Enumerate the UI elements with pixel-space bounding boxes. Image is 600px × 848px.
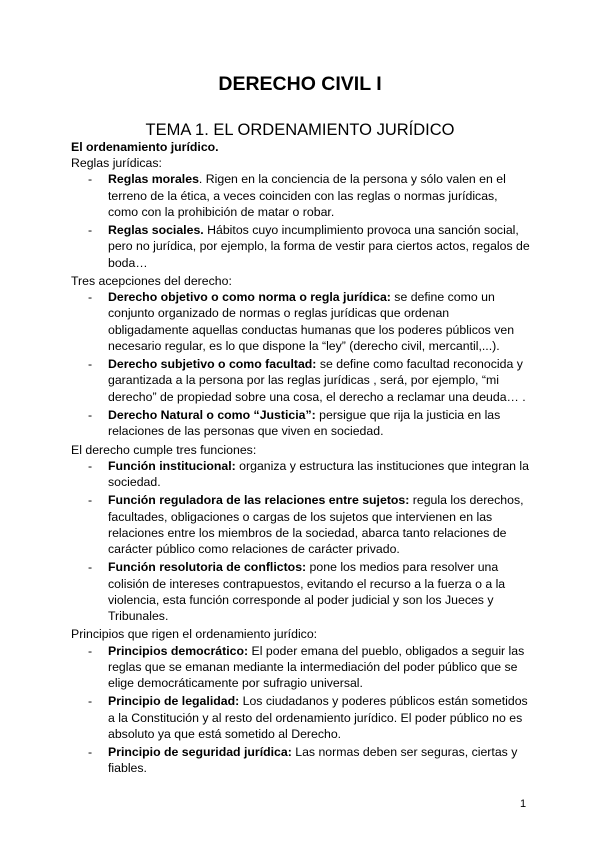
document-subtitle: TEMA 1. EL ORDENAMIENTO JURÍDICO: [145, 121, 455, 139]
document-body: [71, 139, 531, 779]
list-item: [71, 559, 531, 624]
list-item: [71, 407, 531, 439]
item-term: Principios democrático:: [108, 643, 249, 658]
list-item: [71, 643, 531, 692]
page-number: 1: [520, 798, 527, 810]
item-term: Función resolutoria de conflictos:: [108, 560, 307, 575]
dash-bullet-icon: -: [88, 172, 93, 187]
list-item: [71, 492, 531, 557]
item-text: pone los medios para resolver una colisión de intereses contrapuestos, evitando el recurso a la fuerza o a la violencia, esta función corresponde al poder judicial y son los Jueces y Tribunales.: [108, 560, 506, 623]
bullet-list: [71, 171, 531, 270]
section-heading: El ordenamiento jurídico.: [71, 140, 219, 154]
item-term: Función reguladora de las relaciones entre sujetos:: [108, 493, 410, 508]
list-item: [71, 458, 531, 490]
dash-bullet-icon: -: [88, 458, 93, 473]
item-text: . Rigen en la conciencia de la persona y sólo valen en el terreno de la ética, a veces coinciden con las reglas o normas jurídicas, como con la prohibición de matar o robar.: [108, 172, 506, 219]
dash-bullet-icon: -: [88, 643, 93, 658]
list-item: [71, 222, 531, 271]
list-item: [71, 171, 531, 220]
group-intro: Principios que rigen el ordenamiento jurídico:: [71, 627, 318, 642]
item-text: El poder emana del pueblo, obligados a seguir las reglas que se emanan mediante la intermediación del poder público que se elige democráticamente por sufragio universal.: [108, 643, 525, 690]
section-groups: [71, 155, 531, 776]
item-text: regula los derechos, facultades, obligaciones o cargas de los sujetos que intervienen en las relaciones entre los miembros de la sociedad, abarca tanto relaciones de carácter público como relaciones de carácter privado.: [108, 493, 524, 556]
list-item: [71, 744, 531, 776]
dash-bullet-icon: -: [88, 493, 93, 508]
dash-bullet-icon: -: [88, 560, 93, 575]
document-title: DERECHO CIVIL I: [218, 73, 382, 95]
item-term: Reglas sociales.: [108, 223, 204, 238]
dash-bullet-icon: -: [88, 694, 93, 709]
dash-bullet-icon: -: [88, 745, 93, 760]
dash-bullet-icon: -: [88, 223, 93, 238]
item-term: Derecho Natural o como “Justicia”:: [108, 408, 316, 422]
item-text: persigue que rija la justicia en las relaciones de las personas que viven en sociedad.: [108, 408, 501, 439]
item-text: organiza y estructura las instituciones que integran la sociedad.: [108, 458, 529, 489]
group-intro: Tres acepciones del derecho:: [71, 274, 232, 288]
bullet-list: [71, 289, 531, 439]
item-term: Función institucional:: [108, 458, 236, 473]
item-text: Las normas deben ser seguras, ciertas y fiables.: [108, 745, 518, 776]
group-intro: El derecho cumple tres funciones:: [71, 442, 257, 457]
list-item: [71, 289, 531, 354]
item-term: Reglas morales: [108, 172, 199, 187]
group-intro: Reglas jurídicas:: [71, 156, 162, 171]
item-term: Derecho subjetivo o como facultad:: [108, 357, 317, 372]
list-item: [71, 693, 531, 742]
dash-bullet-icon: -: [88, 408, 93, 422]
item-term: Principio de seguridad jurídica:: [108, 745, 292, 760]
item-text: se define como un conjunto organizado de normas o reglas jurídicas que ordenan obligadamente aquellas conductas humanas que los poderes públicos ven necesario regular, es lo que dispone la “ley” (derecho civil, mercantil,...).: [108, 290, 515, 353]
item-text: Los ciudadanos y poderes públicos están sometidos a la Constitución y al resto del ordenamiento jurídico. El poder público no es absoluto ya que está sometido al Derecho.: [108, 694, 528, 741]
item-term: Derecho objetivo o como norma o regla jurídica:: [108, 290, 391, 305]
dash-bullet-icon: -: [88, 290, 93, 305]
item-text: se define como facultad reconocida y garantizada a la persona por las reglas jurídicas , será, por ejemplo, “mi derecho” de propiedad sobre una cosa, el derecho a reclamar una deuda… .: [108, 357, 526, 404]
item-text: Hábitos cuyo incumplimiento provoca una sanción social, pero no jurídica, por ejemplo, la forma de vestir para ciertos actos, regalos de boda…: [108, 223, 530, 270]
dash-bullet-icon: -: [88, 357, 93, 372]
bullet-list: [71, 458, 531, 624]
list-item: [71, 356, 531, 405]
bullet-list: [71, 643, 531, 777]
item-term: Principio de legalidad:: [108, 694, 240, 709]
